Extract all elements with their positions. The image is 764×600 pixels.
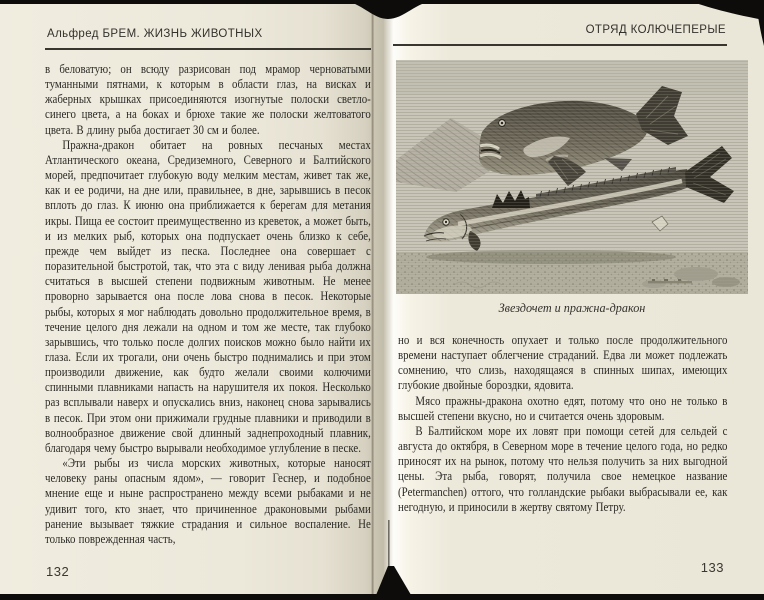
gutter-shadow	[371, 4, 374, 594]
paragraph: Пражна-дракон обитает на ровных песчаных местах Атлантического океана, Средиземного, Северного и Балтийского морей, предпочитает глубокую воду мелким местам, живет так же, как и ее родичи, на дне или, правильнее, в дне, зарывшись в песок вплоть до глаз. К июню она приближается к берегам для метания икры. Пища ее состоит преимущественно из креветок, а может быть, и из мелких рыб, которых она подпускает очень близко к себе, прежде чем выйдет из песка. Последнее она совершает с поразительной быстротой, так, что эта с виду ленивая рыба должна считаться в высшей степени подвижным животным. Не менее проворно зарывается она после лова снова в песок. Некоторые рыбы, которых я мог наблюдать довольно продолжительное время, в течение целого дня лежали на одном и том же месте, так глубоко зарывшись, что только после долгих поисков можно было найти их глаза. Если их трогали, они очень быстро поднимались и при этом производили движение, как будто желали своими колючими спинными плавниками напасть на нарушителя их покоя. Несколько раз всплывали наверх и опускались вниз, наконец снова зарывались в песок. При этом они прижимали грудные плавники и приводили в волнообразное движение свой длинный заднепроходный плавник, благодаря чему быстро вырывали необходимое углубление в песке.	[45, 137, 371, 455]
right-header-rule	[393, 44, 727, 46]
paragraph: В Балтийском море их ловят при помощи сетей для сельдей с августа до октября, в Северном море в течение целого года, но редко приносят их на рынок, потому что нельзя получить за них выгодной цены. Эта рыба, говорят, получила свое немецкое название (Petermanchen) оттого, что голландские рыбаки выбрасывали ее, как негодную, и приносили в жертву святому Петру.	[398, 423, 728, 514]
paragraph: Мясо пражны-дракона охотно едят, потому что оно не только в высшей степени вкусно, но и считается очень здоровым.	[398, 393, 728, 423]
engraving-texture	[396, 60, 748, 294]
fish-engraving-illustration	[396, 60, 748, 294]
paragraph: «Эти рыбы из числа морских животных, которые наносят человеку раны опасным ядом», — говорит Геснер, и подобное мнение еще и ныне распространено между всеми рыбаками и не удивит того, кто знает, что причиненное драконовыми рыбами ранение вызывает тяжкие страдания и сильное воспаление. Не только поврежденная часть,	[45, 456, 371, 546]
left-page	[0, 4, 384, 594]
right-page-number: 133	[700, 560, 724, 575]
left-page-text	[45, 62, 371, 547]
left-page-number: 132	[46, 564, 70, 579]
left-running-header: Альфред БРЕМ. ЖИЗНЬ ЖИВОТНЫХ	[47, 28, 263, 40]
paragraph: в беловатую; он всюду разрисован под мрамор черноватыми туманными пятнами, к которым в области глаз, на висках и жаберных крышках присоединяются изогнутые полоски светло-синего цвета, а на боках и брюхе такие же полоски желтоватого цвета. В длину рыба достигает 30 см и более.	[45, 62, 371, 137]
right-page-text	[398, 333, 727, 515]
paragraph: но и вся конечность опухает и только после продолжительного времени наступает облегчение страданий. Едва ли может подлежать сомнению, что слизь, находящаяся в спинных шипах, имеющих глубокие двойные бороздки, ядовита.	[398, 333, 728, 393]
left-header-rule	[45, 48, 371, 50]
figure-caption: Звездочет и пражна-дракон	[498, 301, 646, 315]
right-running-header: ОТРЯД КОЛЮЧЕПЕРЫЕ	[585, 24, 726, 36]
